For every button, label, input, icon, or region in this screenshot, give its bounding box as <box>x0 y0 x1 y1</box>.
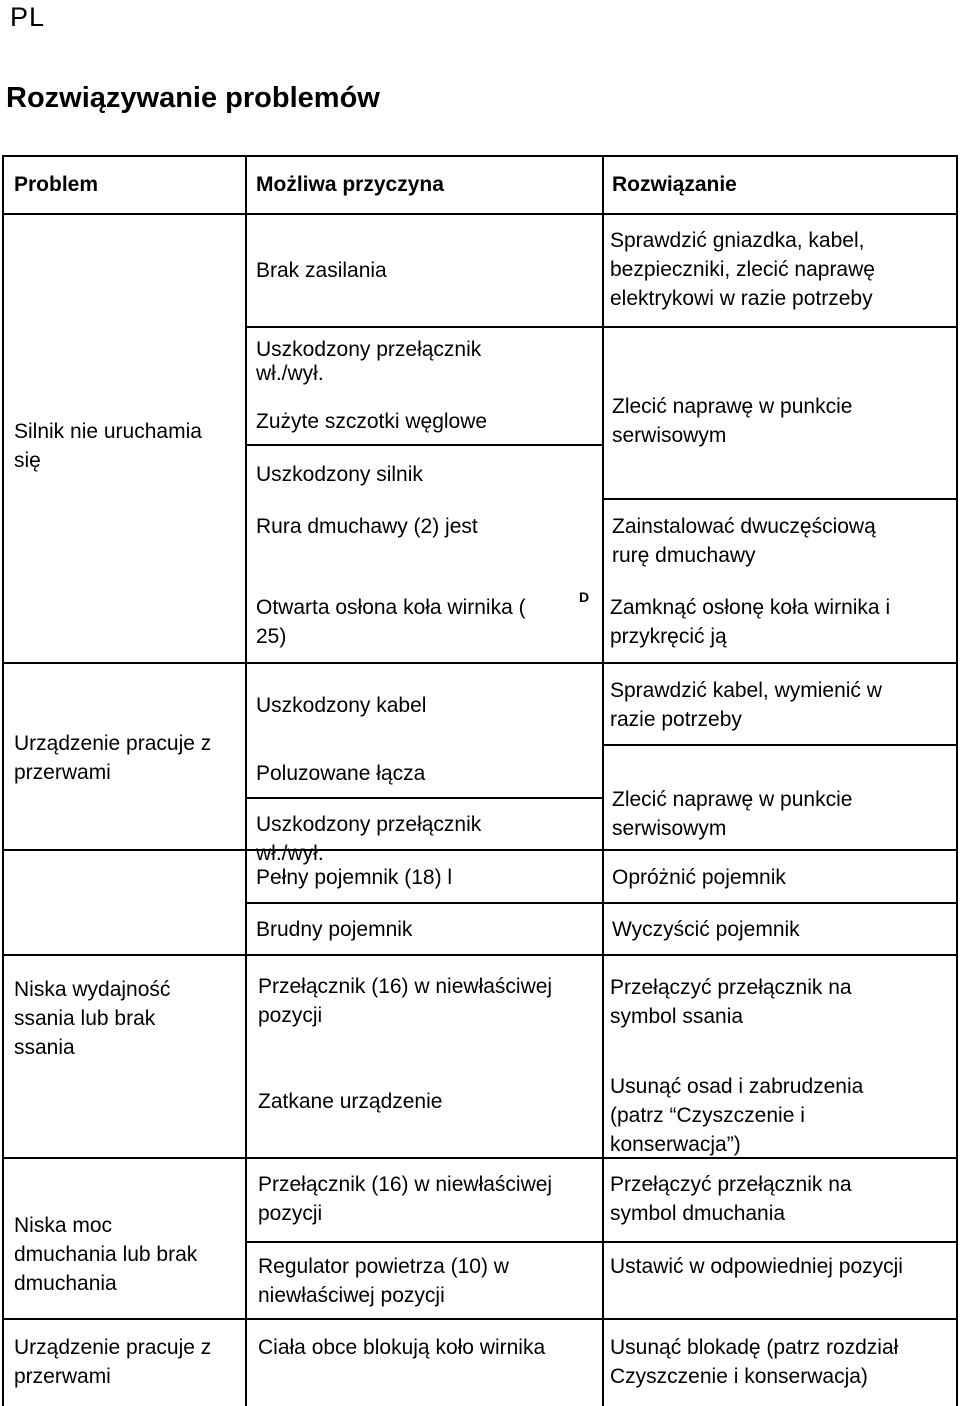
problem-cell: Niska wydajność ssania lub brak ssania <box>14 978 171 1059</box>
table-border-left <box>2 155 4 1406</box>
cause-cell: Ciała obce blokują koło wirnika <box>258 1336 546 1359</box>
solution-cell: Ustawić w odpowiedniej pozycji <box>610 1255 903 1278</box>
problem-cell: Silnik nie uruchamia się <box>14 420 202 472</box>
cause-cell: Regulator powietrza (10) w niewłaściwej pozycji <box>258 1255 509 1307</box>
row-divider <box>246 797 603 799</box>
row-divider <box>603 498 958 500</box>
header-cause: Możliwa przyczyna <box>256 173 444 196</box>
cause-cell: Przełącznik (16) w niewłaściwej pozycji <box>258 975 553 1027</box>
cause-cell: Zużyte szczotki węglowe <box>256 410 488 433</box>
row-divider <box>2 1318 958 1320</box>
problem-cell: Urządzenie pracuje z przerwami <box>14 1336 212 1388</box>
row-divider <box>2 954 958 956</box>
troubleshooting-table <box>0 155 960 1406</box>
solution-cell: Usunąć osad i zabrudzenia (patrz “Czyszczenie i konserwacja”) <box>610 1075 864 1156</box>
cause-cell: Zatkane urządzenie <box>258 1090 443 1113</box>
problem-cell: Urządzenie pracuje z przerwami <box>14 732 212 784</box>
solution-cell: Usunąć blokadę (patrz rozdział Czyszczenie i konserwacja) <box>610 1336 899 1388</box>
column-divider <box>602 155 604 1406</box>
cause-cell: Pełny pojemnik (18) l <box>256 866 453 889</box>
cause-cell: Brudny pojemnik <box>256 918 413 941</box>
row-divider <box>246 444 603 446</box>
solution-cell: Przełączyć przełącznik na symbol ssania <box>610 976 852 1028</box>
cause-cell: Rura dmuchawy (2) jest <box>256 515 478 538</box>
solution-cell: Zlecić naprawę w punkcie serwisowym <box>612 395 853 447</box>
column-divider <box>245 155 247 1406</box>
solution-cell: Przełączyć przełącznik na symbol dmuchania <box>610 1173 852 1225</box>
cause-cell: Uszkodzony przełącznik wł./wył. <box>256 813 482 865</box>
solution-cell: Wyczyścić pojemnik <box>612 918 800 941</box>
problem-cell: Niska moc dmuchania lub brak dmuchania <box>14 1214 198 1295</box>
cause-cell: Uszkodzony silnik <box>256 463 423 486</box>
solution-cell: Opróżnić pojemnik <box>612 866 786 889</box>
cause-cell: Otwarta osłona koła wirnika ( 25) <box>256 596 526 648</box>
solution-cell: Sprawdzić kabel, wymienić w razie potrzeby <box>610 679 882 731</box>
table-border-right <box>956 155 958 1406</box>
solution-cell: Zamknąć osłonę koła wirnika i przykręcić ją <box>610 596 891 648</box>
solution-cell: Zlecić naprawę w punkcie serwisowym <box>612 788 853 840</box>
row-divider <box>603 744 958 746</box>
cause-cell: Uszkodzony kabel <box>256 694 427 717</box>
solution-cell: Zainstalować dwuczęściową rurę dmuchawy <box>612 515 876 567</box>
table-border-top <box>2 155 958 157</box>
cause-cell: Brak zasilania <box>256 259 387 282</box>
header-solution: Rozwiązanie <box>612 173 737 196</box>
cause-cell: Przełącznik (16) w niewłaściwej pozycji <box>258 1173 553 1225</box>
solution-cell: Sprawdzić gniazdka, kabel, bezpieczniki, zlecić naprawę elektrykowi w razie potrzeby <box>610 229 875 310</box>
language-code: PL <box>10 2 46 32</box>
header-divider <box>2 213 958 215</box>
row-divider <box>2 662 958 664</box>
page-title: Rozwiązywanie problemów <box>6 82 380 114</box>
superscript-mark: D <box>579 589 590 605</box>
header-problem: Problem <box>14 173 99 196</box>
cause-cell: Poluzowane łącza <box>256 762 426 785</box>
cause-cell: Uszkodzony przełącznik wł./wył. <box>256 338 482 385</box>
